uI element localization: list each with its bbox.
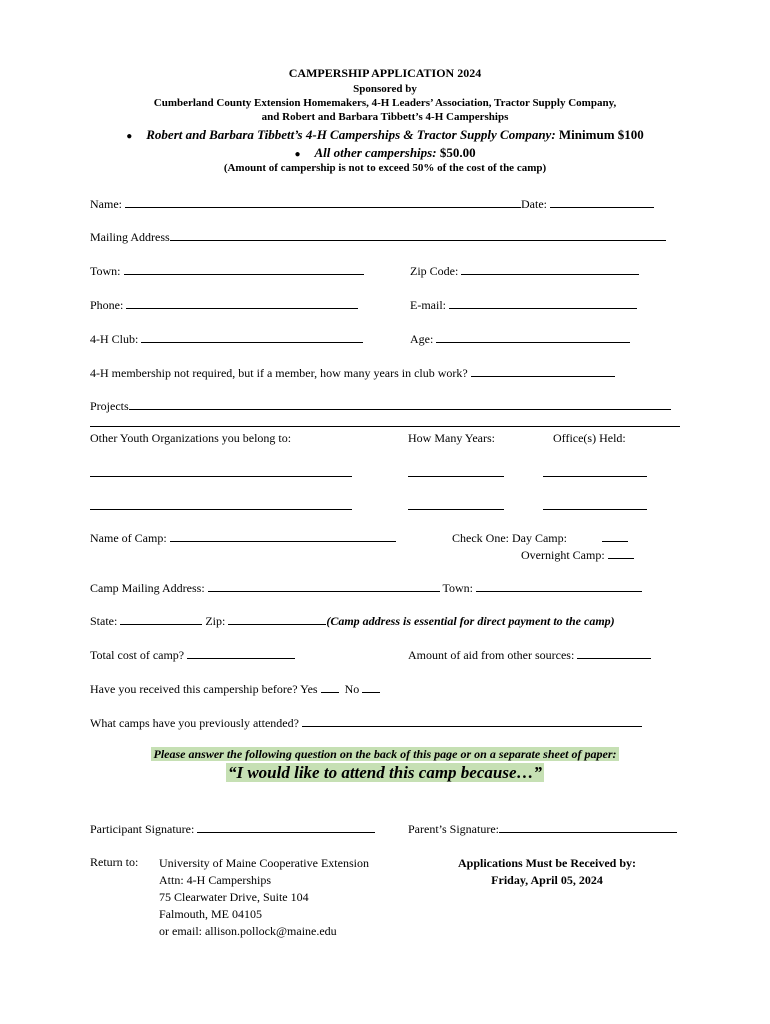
previous-camps-row bbox=[90, 715, 642, 731]
form-title: CAMPERSHIP APPLICATION 2024 bbox=[288, 66, 482, 80]
org-line-2[interactable] bbox=[90, 509, 352, 510]
club-label: 4-H Club: bbox=[90, 332, 139, 346]
state-row bbox=[90, 613, 615, 629]
bullet-icon: ● bbox=[294, 149, 301, 160]
parent-signature-label: Parent’s Signature: bbox=[408, 822, 499, 836]
age-field[interactable] bbox=[436, 331, 630, 343]
other-aid-label: Amount of aid from other sources: bbox=[408, 648, 575, 662]
membership-years-field[interactable] bbox=[471, 365, 615, 377]
deadline-block bbox=[447, 855, 647, 889]
bullet1-text: Robert and Barbara Tibbett’s 4-H Camperships & Tractor Supply Company: bbox=[146, 127, 556, 142]
no-label: No bbox=[344, 682, 360, 696]
no-checkbox[interactable] bbox=[362, 681, 380, 693]
date-label: Date: bbox=[521, 197, 547, 211]
zip-label: Zip: bbox=[205, 614, 226, 628]
return-line-4: Falmouth, ME 04105 bbox=[159, 907, 263, 921]
email-label: E-mail: bbox=[410, 298, 446, 312]
camp-name-row bbox=[90, 530, 396, 546]
yes-checkbox[interactable] bbox=[321, 681, 339, 693]
camp-address-row bbox=[90, 580, 642, 596]
participant-signature-field[interactable] bbox=[197, 821, 375, 833]
camp-name-label: Name of Camp: bbox=[90, 531, 167, 545]
return-line-2: Attn: 4-H Camperships bbox=[159, 873, 271, 887]
projects-row bbox=[90, 398, 671, 414]
received-before-label: Have you received this campership before? bbox=[90, 682, 298, 696]
membership-row bbox=[90, 365, 615, 381]
camp-address-label: Camp Mailing Address: bbox=[90, 581, 205, 595]
name-row bbox=[90, 196, 654, 212]
state-field[interactable] bbox=[120, 613, 202, 625]
phone-label: Phone: bbox=[90, 298, 124, 312]
camp-town-label: Town: bbox=[442, 581, 473, 595]
club-field[interactable] bbox=[141, 331, 363, 343]
return-address bbox=[159, 855, 369, 940]
day-camp-label: Check One: Day Camp: bbox=[452, 531, 567, 545]
bullet2-amount: $50.00 bbox=[439, 145, 476, 160]
mailing-address-label: Mailing Address bbox=[90, 230, 170, 244]
other-orgs-label: Other Youth Organizations you belong to: bbox=[90, 431, 292, 445]
return-line-1: University of Maine Cooperative Extension bbox=[159, 856, 369, 870]
email-field[interactable] bbox=[449, 297, 637, 309]
parent-signature-row bbox=[408, 821, 677, 837]
overnight-camp-checkbox[interactable] bbox=[608, 547, 634, 559]
bullet-line-2 bbox=[0, 145, 770, 161]
other-aid-field[interactable] bbox=[577, 647, 651, 659]
zip-code-label: Zip Code: bbox=[410, 264, 459, 278]
bullet1-amount: Minimum $100 bbox=[558, 127, 644, 142]
bullet-line-1 bbox=[0, 127, 770, 143]
total-cost-field[interactable] bbox=[187, 647, 295, 659]
participant-signature-row bbox=[90, 821, 375, 837]
mailing-address-row bbox=[90, 229, 666, 245]
sponsored-by: Sponsored by bbox=[353, 83, 417, 95]
received-before-row bbox=[90, 681, 380, 697]
town-row bbox=[90, 263, 364, 279]
age-row bbox=[410, 331, 630, 347]
deadline-label: Applications Must be Received by: bbox=[458, 856, 636, 870]
projects-field[interactable] bbox=[129, 398, 671, 410]
office-line-1[interactable] bbox=[543, 476, 647, 477]
question-prompt-row bbox=[0, 763, 770, 783]
zip-code-row bbox=[410, 263, 639, 279]
camp-address-note: (Camp address is essential for direct payment to the camp) bbox=[326, 614, 615, 628]
state-label: State: bbox=[90, 614, 118, 628]
return-line-3: 75 Clearwater Drive, Suite 104 bbox=[159, 890, 309, 904]
projects-line-2[interactable] bbox=[90, 426, 680, 427]
town-field[interactable] bbox=[124, 263, 364, 275]
camp-address-field[interactable] bbox=[208, 580, 440, 592]
zip-field[interactable] bbox=[228, 613, 326, 625]
name-label: Name: bbox=[90, 197, 122, 211]
projects-label: Projects bbox=[90, 399, 129, 413]
total-cost-row bbox=[90, 647, 295, 663]
overnight-camp-row bbox=[521, 547, 634, 563]
camp-name-field[interactable] bbox=[170, 530, 396, 542]
town-label: Town: bbox=[90, 264, 121, 278]
years-line-1[interactable] bbox=[408, 476, 504, 477]
mailing-address-field[interactable] bbox=[170, 229, 666, 241]
return-to-label: Return to: bbox=[90, 855, 139, 869]
email-row bbox=[410, 297, 637, 313]
bullet2-text: All other camperships: bbox=[314, 145, 437, 160]
phone-row bbox=[90, 297, 358, 313]
parent-signature-field[interactable] bbox=[499, 821, 677, 833]
day-camp-row bbox=[452, 530, 628, 546]
sponsors-line-2: and Robert and Barbara Tibbett’s 4-H Camperships bbox=[261, 111, 509, 123]
amount-note: (Amount of campership is not to exceed 50% of the cost of the camp) bbox=[223, 162, 547, 174]
club-row bbox=[90, 331, 363, 347]
membership-question: 4-H membership not required, but if a member, how many years in club work? bbox=[90, 366, 468, 380]
age-label: Age: bbox=[410, 332, 434, 346]
day-camp-checkbox[interactable] bbox=[602, 530, 628, 542]
years-line-2[interactable] bbox=[408, 509, 504, 510]
question-instruction: Please answer the following question on the back of this page or on a separate sheet of paper: bbox=[153, 747, 617, 761]
deadline-date: Friday, April 05, 2024 bbox=[491, 873, 603, 887]
how-many-years-label: How Many Years: bbox=[408, 431, 495, 445]
camp-town-field[interactable] bbox=[476, 580, 642, 592]
yes-label: Yes bbox=[300, 682, 318, 696]
participant-signature-label: Participant Signature: bbox=[90, 822, 195, 836]
bullet-icon: ● bbox=[126, 131, 133, 142]
sponsors-line-1: Cumberland County Extension Homemakers, 4-H Leaders’ Association, Tractor Supply Company, bbox=[153, 97, 617, 109]
overnight-camp-label: Overnight Camp: bbox=[521, 548, 605, 562]
office-line-2[interactable] bbox=[543, 509, 647, 510]
question-prompt: “I would like to attend this camp because…” bbox=[227, 763, 543, 782]
name-field[interactable] bbox=[125, 196, 521, 208]
offices-held-label: Office(s) Held: bbox=[553, 431, 626, 445]
other-aid-row bbox=[408, 647, 651, 663]
previous-camps-field[interactable] bbox=[302, 715, 642, 727]
question-instruction-row bbox=[0, 747, 770, 762]
date-field[interactable] bbox=[550, 196, 654, 208]
previous-camps-label: What camps have you previously attended? bbox=[90, 716, 299, 730]
org-line-1[interactable] bbox=[90, 476, 352, 477]
return-line-5: or email: allison.pollock@maine.edu bbox=[159, 924, 337, 938]
phone-field[interactable] bbox=[126, 297, 358, 309]
total-cost-label: Total cost of camp? bbox=[90, 648, 185, 662]
zip-code-field[interactable] bbox=[461, 263, 639, 275]
